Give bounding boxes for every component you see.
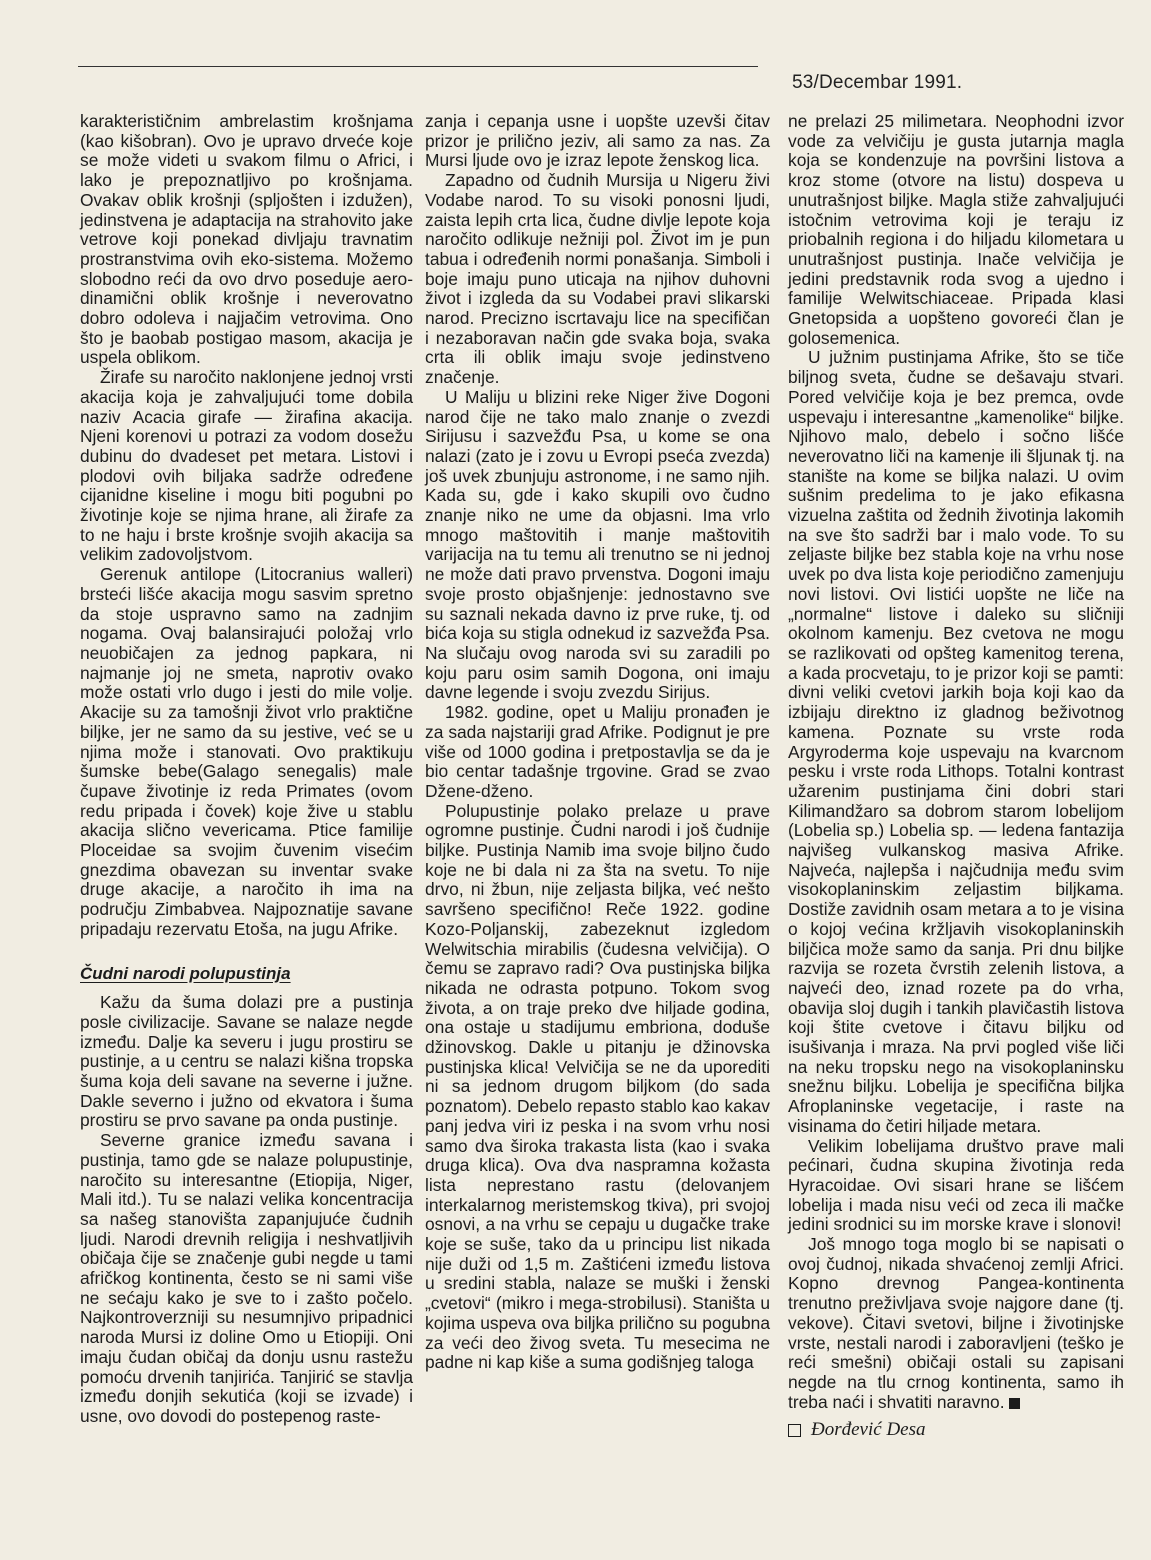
column-1 xyxy=(80,112,413,1427)
paragraph: U Maliju u blizini reke Niger žive Dogoni narod čije ne tako malo znanje o zvezdi Sirijusu i sazvežđu Psa, u kome se ona nalazi (zato je i zovu u Evropi pseća zvezda) još uvek zbunjuju astronome, i ne samo njih. Kada su, gde i kako skupili ovo čudno znanje niko ne ume da objasni. Ima vrlo mnogo maštovitih i manje maštovitih varijacija na tu temu ali trenutno se ni jednoj ne može dati pravo prvenstva. Dogoni imaju svoje prosto objašnjenje: jednostavno sve su saznali nekada davno iz prve ruke, tj. od bića koja su stigla odnekud iz sazvežđa Psa. Na slučaju ovog naroda svi su zaradili po koju paru osim samih Dogona, oni imaju davne legende i svoju zvezdu Sirijus. xyxy=(425,386,770,703)
paragraph: Zapadno od čudnih Mursija u Nigeru živi Vodabe narod. To su visoki ponosni ljudi, zaista lepih crta lica, čudne divlje lepote koja naročito odlikuje nežniji pol. Život im je pun tabua i određenih normi ponašanja. Simboli i boje imaju puno uticaja na njihov duhovni život i izgleda da su Vodabei pravi slikarski narod. Precizno iscrtavaju lice na specifičan i nezaboravan način gde svaka boja, svaka crta ili oblik imaju svoje jedinstveno značenje. xyxy=(425,170,770,388)
paragraph: zanja i cepanja usne i uopšte uzevši čitav prizor je prilično jeziv, ali samo za nas. Za Mursi ljude ovo je izraz lepote ženskog lica. xyxy=(425,111,770,171)
issue-date: 53/Decembar 1991. xyxy=(792,72,963,93)
author-line xyxy=(788,1420,1124,1440)
paragraph: karakterističnim ambrelastim krošnjama (kao kišobran). Ovo je upravo drveće koje se može videti u svakom filmu o Africi, i lako je prepoznatljivo po krošnjama. Ovakav oblik krošnji (spljošten i izdužen), jedinstvena je adaptacija na strahovito jake vetrove koji ponekad divljaju travnatim prostranstvima ovih eko-sistema. Možemo slobodno reći da ovo drvo poseduje aero-dinamični oblik krošnje i neverovatno dobro odoleva i najjačim vetrovima. Ono što je baobab postigao masom, akacija je uspela oblikom. xyxy=(80,111,413,368)
paragraph: Kažu da šuma dolazi pre a pustinja posle civilizacije. Savane se nalaze negde između. Dalje ka severu i jugu prostiru se pustinje, a u centru se nalazi kišna tropska šuma koja deli savane na severne i južne. Dakle severno i južno od ekvatora i šuma prostiru se prvo savane pa onda pustinje. xyxy=(80,992,413,1131)
paragraph: ne prelazi 25 milimetara. Neophodni izvor vode za velvičiju je gusta jutarnja magla koja se kondenzuje na površini listova a kroz stome (otvore na listu) dospeva u unutrašnjost biljke. Magla stiže zahvaljujući istočnim vetrovima koji je teraju iz priobalnih regiona i do hiljadu kilometara u unutrašnjost pustinja. Inače velvičija je jedini predstavnik roda svog a ujedno i familije Welwitschiaceae. Pripada klasi Gnetopsida a uopšteno govoreći član je golosemenica. xyxy=(788,111,1124,348)
paragraph: Velikim lobelijama društvo prave mali pećinari, čudna skupina životinja reda Hyracoidae. Ovi sisari hrane se lišćem lobelija i mada nisu veći od zeca ili mačke jedini srodnici su im morske krave i slonovi! xyxy=(788,1135,1124,1235)
author-name: Đorđević Desa xyxy=(811,1419,926,1441)
paragraph: Gerenuk antilope (Litocranius walleri) brsteći lišće akacija mogu sasvim spretno da stoje uspravno samo na zadnjim nogama. Ovaj balansirajući položaj vrlo neuobičajen za jednog papkara, ni najmanje joj ne smeta, naprotiv ovako može ostati vrlo dugo i jesti do mile volje. Akacije su za tamošnji život vrlo praktične biljke, jer ne samo da su jestive, već se u njima može i stanovati. Ovo praktikuju šumske bebe(Galago senegalis) male čupave životinje iz reda Primates (ovom redu pripada i čovek) koje žive u stablu akacija slično vevericama. Ptice familije Ploceidae sa svojim čuvenim visećim gnezdima obavezan su inventar svake druge akacije, a naročito ih ima na području Zimbabvea. Najpoznatije savane pripadaju rezervatu Etoša, na jugu Afrike. xyxy=(80,564,413,939)
section-heading: Čudni narodi polupustinja xyxy=(80,963,291,983)
paragraph: Žirafe su naročito naklonjene jednoj vrsti akacija koja je zahvaljujući tome dobila naziv Acacia girafe — žirafina akacija. Njeni korenovi u potrazi za vodom dosežu dubinu do dvadeset pet metara. Listovi i plodovi ovih biljaka sadrže određene cijanidne kiseline i mogu biti pogubni po životinje koje se njima hrane, ali žirafe za to ne haju i brste krošnje svojih akacija sa velikim zadovoljstvom. xyxy=(80,367,413,565)
column-2 xyxy=(425,112,770,1373)
paragraph: U južnim pustinjama Afrike, što se tiče biljnog sveta, čudne se dešavaju stvari. Pored velvičije koja je bez premca, ovde uspevaju i interesantne „kamenolike“ biljke. Njihovo malo, debelo i sočno lišće neverovatno liči na kamenje ili šljunak tj. na stanište na kome se biljka nalazi. U ovim sušnim predelima to je jako efikasna vizuelna zaštita od žednih životinja lakomih na sve što sadrži bar i malo vode. To su zeljaste biljke bez stabla koje na vrhu nose uvek po dva lista koje periodično zamenjuju novi listovi. Ovi listići uopšte ne liče na „normalne“ listove i daleko su sličniji okolnom kamenju. Bez cvetova ne mogu se razlikovati od opšteg kamenitog terena, a kada procvetaju, to je prizor koji se pamti: divni veliki cvetovi jarkih boja koji kao da izbijaju direktno iz gladnog beživotnog kamena. Poznate su vrste roda Argyroderma koje uspevaju na kvarcnom pesku i vrste roda Lithops. Totalni kontrast užarenim pustinjama čini dobri stari Kilimandžaro sa dobrom starom lobelijom (Lobelia sp.) Lobelia sp. — ledena fantazija najvišeg vulkanskog masiva Afrike. Najveća, najlepša i najčudnija među svim visokoplaninskim zeljastim biljkama. Dostiže zavidnih osam metara a to je visina o kojoj većina kržljavih visokoplaninskih biljčica može samo da sanja. Pri dnu biljke razvija se rozeta čvrstih zelenih listova, a najveći deo, iznad rozete pa do vrha, obavija sloj dugih i tankih plavičastih listova koji štite cvetove i čitavu biljku od isušivanja i mraza. Na prvi pogled više liči na neku tropsku nego na visokoplaninsku snežnu biljku. Lobelija je specifična biljka Afroplaninske vegetacije, i raste na visinama do četiri hiljade metara. xyxy=(788,347,1124,1136)
header-rule xyxy=(78,66,758,67)
closing-paragraph xyxy=(788,1235,1124,1412)
column-3 xyxy=(788,112,1124,1440)
paragraph: Polupustinje polako prelaze u prave ogromne pustinje. Čudni narodi i još čudnije biljke. Pustinja Namib ima svoje biljno čudo koje ne bi dala ni za šta na svetu. To nije drvo, ni žbun, nije zeljasta biljka, već nešto savršeno specifično! Reče 1922. godine Kozo-Poljanskij, zabezeknut izgledom Welwitschia mirabilis (čudesna velvičija). O čemu se zapravo radi? Ova pustinjska biljka nikada ne odrasta potpuno. Tokom svog života, a on traje preko dve hiljade godina, ona ostaje u stadijumu embriona, doduše džinovskog. Dakle u pitanju je džinovska pustinjska klica! Velvičija se ne da uporediti ni sa jednom drugom biljkom (do sada poznatom). Debelo repasto stablo kao kakav panj jedva viri iz peska i na svom vrhu nosi samo dva široka trakasta lista (kao i svaka druga klica). Ova dva naspramna kožasta lista neprestano rastu (delovanjem interkalarnog meristemskog tkiva), pri svojoj osnovi, a na vrhu se cepaju u dugačke trake koje se suše, tako da u principu list nikada nije duži od 1,5 m. Zaštićeni između listova u sredini stabla, nalaze se muški i ženski „cvetovi“ (mikro i mega-strobilusi). Staništa u kojima uspeva ova biljka prilično su pogubna za veći deo živog sveta. Tu mesecima ne padne ni kap kiše a suma godišnjeg taloga xyxy=(425,800,770,1373)
closing-text: Još mnogo toga moglo bi se napisati o ovoj čudnoj, nikada shvaćenoj zemlji Africi. Kopno drevnog Pangea-kontinenta trenutno preživljava svoje najgore dane (tj. vekove). Čitavi svetovi, biljne i životinjske vrste, nestali narodi i zaboravljeni (teško je reći smešni) običaji ostali su zapisani negde na tlu crnog kontinenta, samo ih treba naći i shvatiti naravno. xyxy=(788,1234,1124,1412)
end-mark-icon xyxy=(1009,1398,1020,1409)
paragraph: 1982. godine, opet u Maliju pronađen je za sada najstariji grad Afrike. Podignut je pre više od 1000 godina i pretpostavlja se da je bio centar tadašnje trgovine. Grad se zvao Džene-dženo. xyxy=(425,702,770,801)
paragraph: Severne granice između savana i pustinja, tamo gde se nalaze polupustinje, naročito su interesantne (Etiopija, Niger, Mali itd.). Tu se nalazi velika koncentracija sa našeg stanovišta zapanjujuće čudnih ljudi. Narodi drevnih religija i neshvatljivih običaja čije se značenje gubi negde u tami afričkog kontinenta, često se ni sami više ne sećaju kako je sve to i zašto počelo. Najkontroverzniji su nesumnjivo pripadnici naroda Mursi iz doline Omo u Etiopiji. Oni imaju čudan običaj da donju usnu rastežu pomoću drvenih tanjirića. Tanjirić se stavlja između donjih sekutića (koji se izvade) i usne, ovo dovodi do postepenog raste- xyxy=(80,1130,413,1426)
checkbox-square-icon xyxy=(788,1424,801,1437)
